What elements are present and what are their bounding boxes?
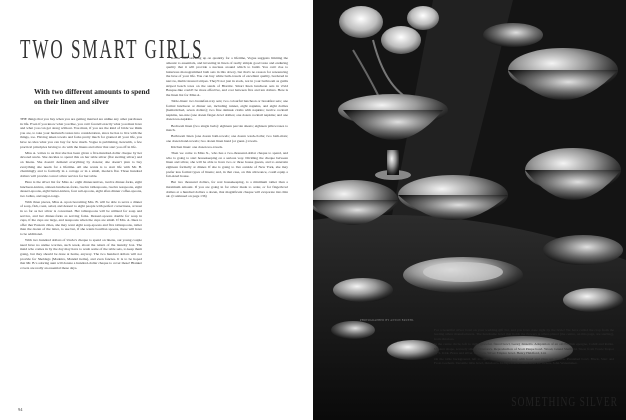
paragraph: Rather than stocking up on quantity for a lifetime, Vogue suggests limiting the amount to essentials, and investing in linen of really simple good taste and enduring quality that it will provide a nucleus around which to build. You can't rise to luxurious monogrammed bath sets in this dowry, but that's no reason for renouncing the luxe of your life. You can buy white bath-towels of excellent quality, bordered in narrow, multicoloured stripes. They'll not just in stack, not in your bathroom as guilts striped beach totes on the sands of Biarritz. Smart linen luncheon sets in vivid Basque-like could't be more effective, and cost between five and ten dollars. Here is the linen list for Miss A. [166,56,288,97]
caption-paragraph: On the table background, left to right: Hand-wrought tray with bowl and glass set, Jensen. Planished bowl, Black, Starr and Frost-Gorham. Versatile little bowl, Orrefors's. Indispensable small bowl for sweets, John Wanamaker. [434,356,614,366]
page-number: 94 [18,407,23,412]
paragraph: Miss A. writes to us that she has been given a five-hundred-dollar cheque by her devoted uncle. She decides to spend this on her table silver (flat sterling silver) and on linens. She doesn't demand everything by dozens; she doesn't plan to buy everything she needs for a lifetime. All she wants is to start life with Mr. B. charmingly and to formally in a cottage or in a small, modern flat. Three hundred dollars will provide correct silver service for her table. [20,150,142,178]
article-column-2 [166,56,288,200]
paragraph: With two hundred dollars of Uncle's cheque to spend on linens, our young couple need have no undue worries, such week, about the return of the laundry box. The maid who comes in by the day may have to wash some of the table sets, to keep them going, but they should be done at home, anyway. The two hundred dollars will not provide for Sheldegs (Madeira, Mandel items), and even fancies. It is to be hoped that Mr. B.'s adoring aunt will donate a hundred-dollar cheque to cover these! Blanket covers are really an essential these days. [20,238,142,270]
section-title: SOMETHING SILVER [511,396,618,410]
headline: TWO SMART GIRLS [20,34,204,65]
paragraph: Table-linen: two breakfast-tray sets; two colourful luncheon or breakfast sets; one formal luncheon or dinner set, including runner, eight napkins, and eight doilies (hemstitched, seven dollars); two fine damask cloths with napkins; twelve cocktail napkins, tea-size (one dozen finger-bowl doilies; one dozen cocktail napkins; and one dozen tea-napkins. [166,98,288,122]
paragraph: With three pieces, Miss A. upon becoming Mrs. B. will be able to serve a dinner of soup, fish, roast, salad, and dessert to eight people with perfect correctness, at least in so far as her silver is concerned. Her tablespoons will be utilized for soup and service, and her dinner-forks as serving forks. Dessert-spoons double for soup in cups, if the cups are large, and teaspoons when the cups are small. If Mrs. A. likes to offer ther Eastern cities, she may want eight soup-spoons and five tablespoons, rather than the dozen of the latter, to use but, if she wants bouillon spoons, these will have to be additional. [20,199,142,237]
paragraph: But two thousand dollars, for real housekeeping, is a minimum rather than a maximum amount. If you are going in for silver made to order, or for fingerbowl doilies at a hundred dollars a dozen, that magnificent cheque will evaporate into thin air. (Continued on page 136) [166,180,288,199]
photo-caption [434,328,614,367]
article-column-1 [20,117,142,272]
photo-credit: PHOTOGRAPHED BY ANTON BRUEHL [360,319,414,322]
paragraph: Kitchen linen: one dozen tea-towels. [171,145,223,150]
paragraph: Bedroom linen (two single beds): eighteen percale sheets; eighteen pillowcases to match. [166,123,288,133]
paragraph: Here is the silver list for Miss A.: eight dinner-knives, twelve dinner-forks, eight luncheon-knives, sixteen luncheon-forks, twelve tablespoons, twelve teaspoons, eight dessert-spoons, eight butter-knives, four salt-spoons, eight after-dinner coffee-spoons, two ladles, and sugar-tongs. [20,179,142,198]
paragraph: THE things that you buy when you are getting married are unlike any other purchases in life. Even if you know what you like, you can't foretell exactly what you must have and what you can get along without. You must, if you are the kind of bride we think you are, to take your husband's tastes into consideration, since he has to live with the things, too. Having taken towels and forks pretty much for granted all your life, you have no idea what you can buy for how much. Vogue is publishing, herewith, a few practical principles having to do with the linens and silver that start you off in life. [20,117,142,149]
subhead: With two different amounts to spend on their linen and silver [34,87,150,106]
paragraph: Then we come to Miss X., who has a two-thousand-dollar cheque to spend, and who is going to start housekeeping on a serious way. Dividing the cheque between linen and silver, she will be able to have two or three house guests, and to entertain eighteen formally at dinner. If she is going to live outside of New York, she may prefer less formal types of linens; and, in that case, on this allowance, could equip a fair-sized house. [166,151,288,179]
caption-paragraph: In the centre circle, left to right, graceful, flared bowl, Georg Jensen's. Adaptation of an old English epergne, Cahill and Robin. Modern shape, severely smart; Orrefors's. Reproduction of Scott Paupe bowl. Wood, Grand Sheffield. Sheet from Towle Teapot by S. Kirk. Brass and silver, Gorham. Silver Empire bowl. Henry Haldford, Ltd. [434,342,614,355]
paragraph: Bathroom linen (one dozen bath-towels; one dozen wash-cloths; two bath-mats; one dozen hand-towels; two dozen linen hand (or guest-) towels. [166,134,288,143]
caption-paragraph: For a beautiful silver bowl on your wedding-gift list, and you have done right by the bride! We have culled the crop from the leading silver manufacturers. The handsome bowl that holds the flowers is silver-plated (the centre, on this page, are sterling), from Orrefors. [434,328,614,341]
